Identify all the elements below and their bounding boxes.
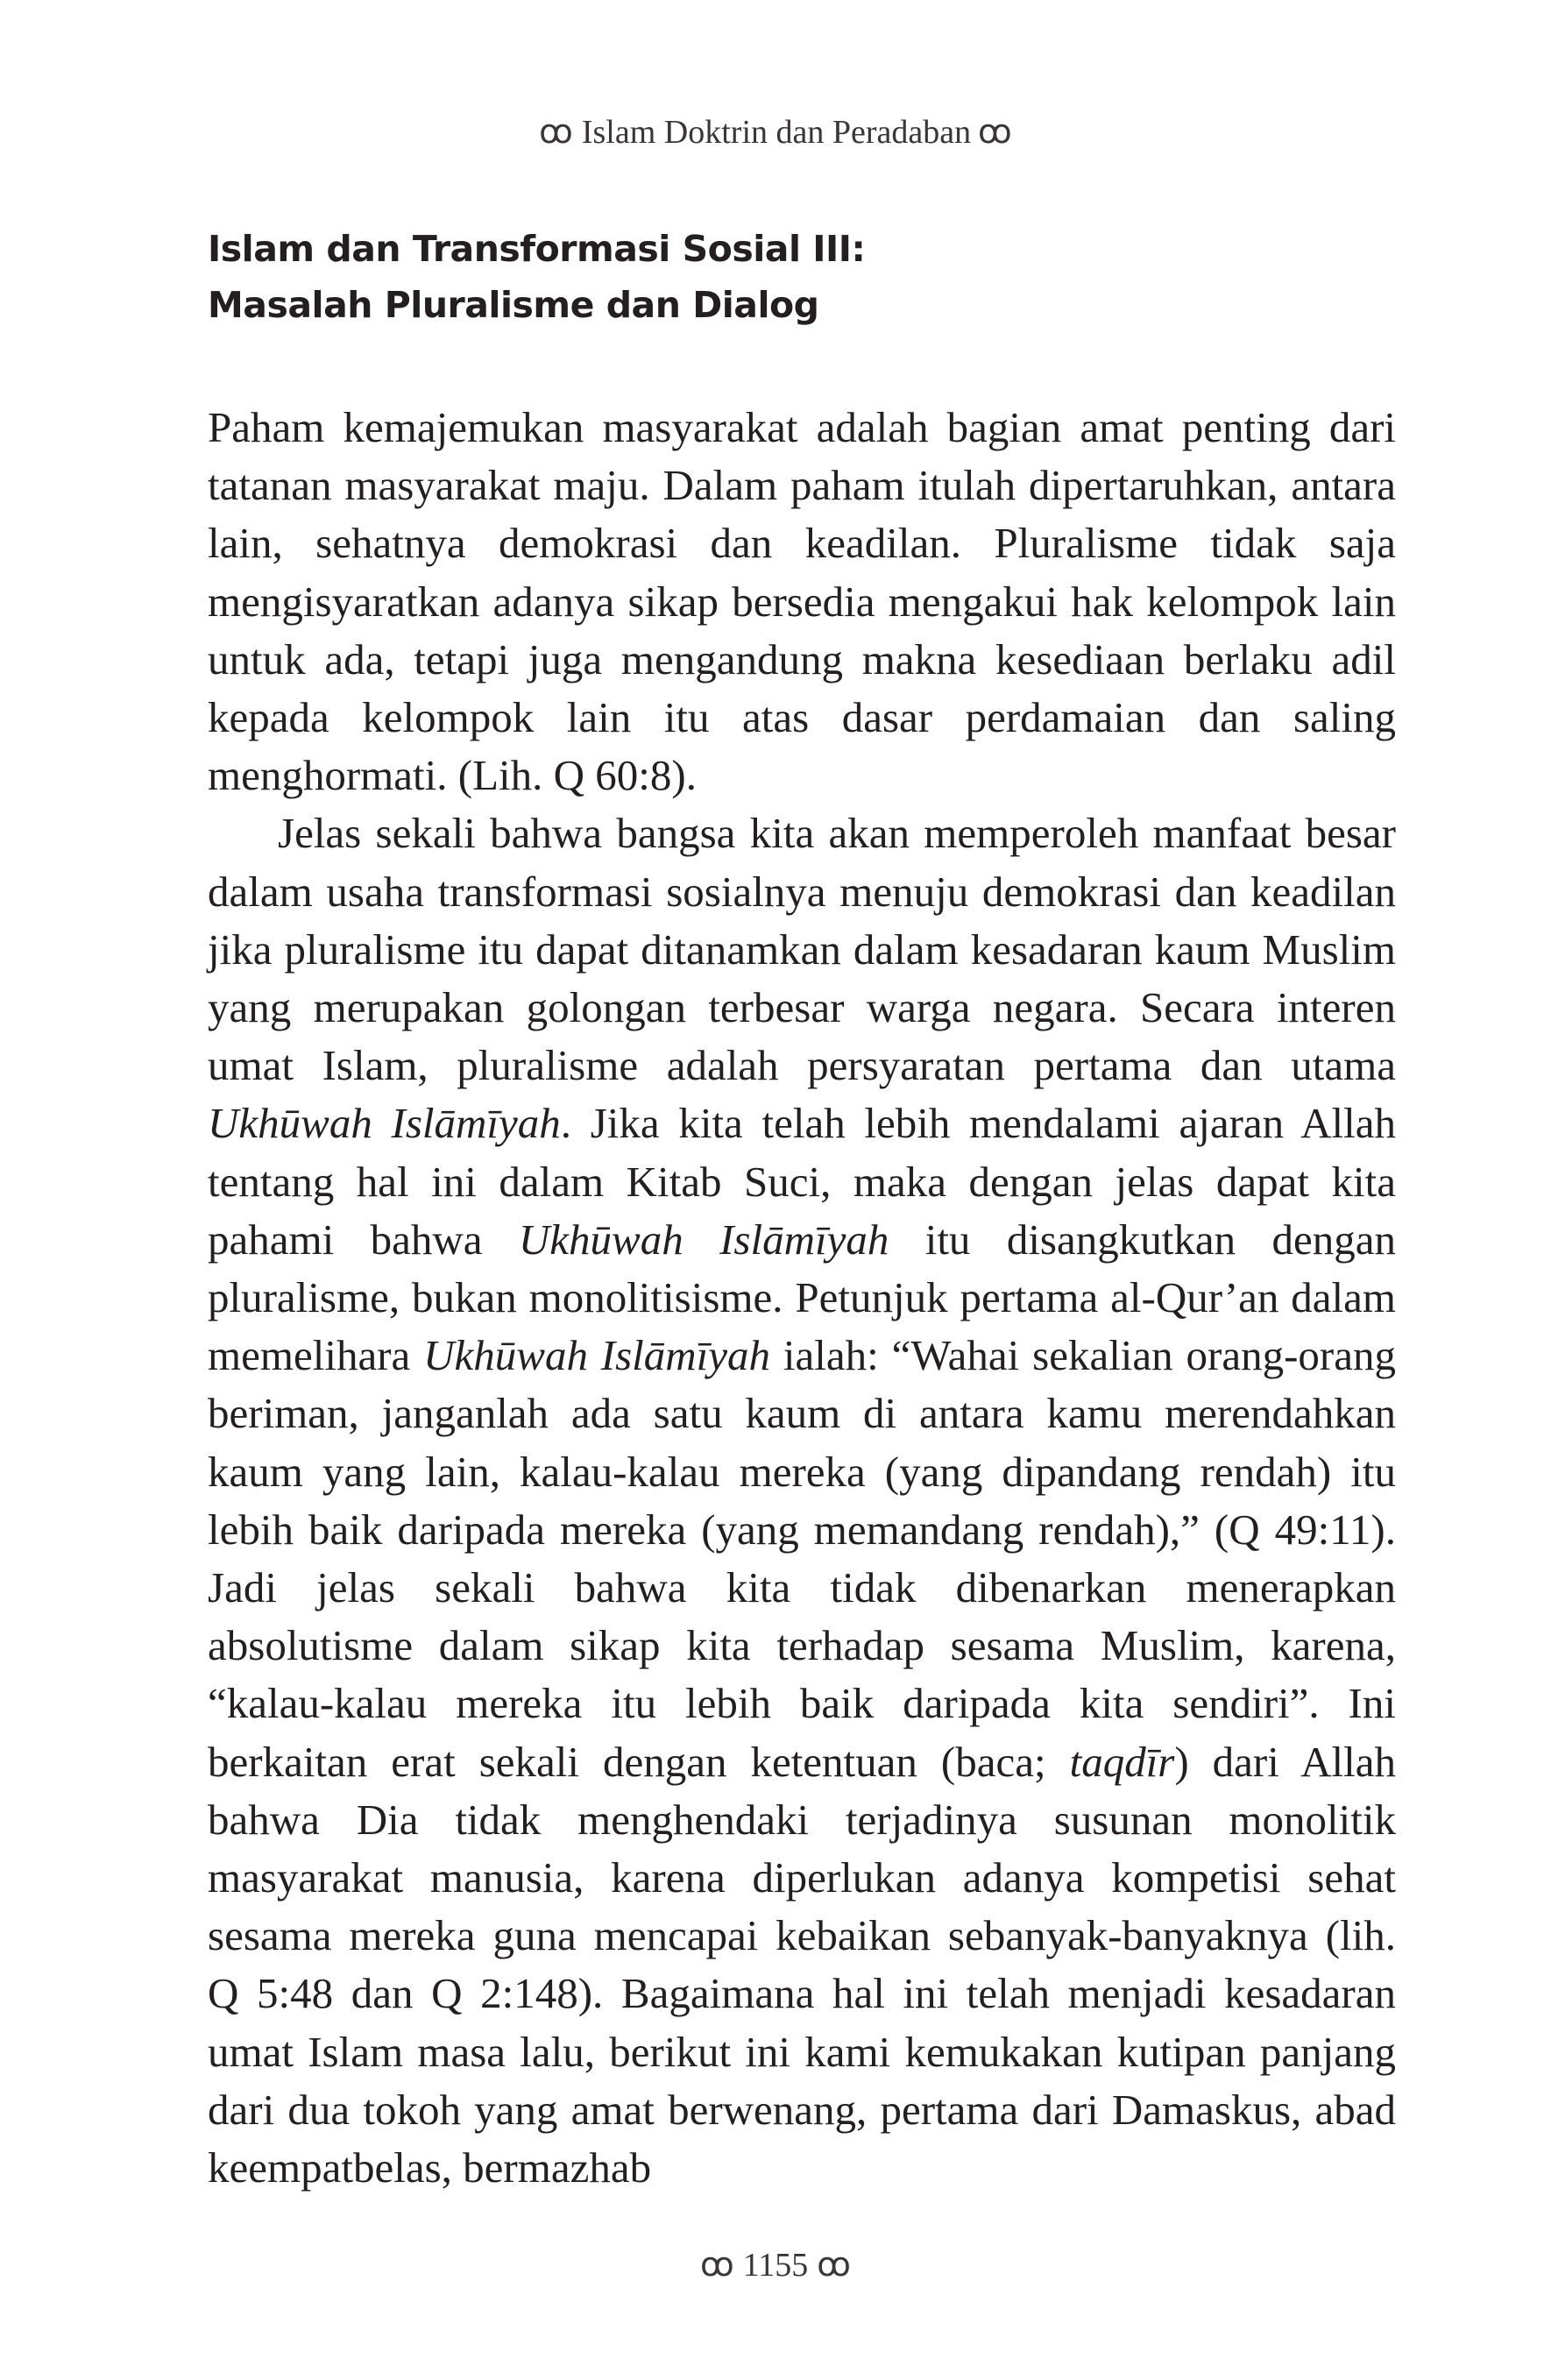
ornament-right-icon: ꝏ xyxy=(978,114,1012,151)
page-number: 1155 xyxy=(742,2247,809,2284)
p2-italic-term-2: Ukhūwah Islāmīyah xyxy=(518,1215,889,1264)
body-text xyxy=(208,399,1396,2197)
ornament-left-icon: ꝏ xyxy=(699,2247,734,2284)
p2-italic-term-1: Ukhūwah Islāmīyah xyxy=(208,1099,561,1148)
paragraph-2 xyxy=(208,804,1396,2197)
heading-line-2: Masalah Pluralisme dan Dialog xyxy=(208,284,819,326)
running-head-title: Islam Doktrin dan Peradaban xyxy=(581,114,972,151)
paragraph-1: Paham kemajemukan masyarakat adalah bagian amat penting dari tatanan masyarakat maju. Dalam paham itulah dipertaruhkan, antara lain, sehatnya demokrasi dan keadilan. Pluralisme tidak saja mengisyaratkan adanya sikap bersedia mengakui hak kelompok lain untuk ada, tetapi juga mengandung makna kesediaan berlaku adil kepada kelompok lain itu atas dasar perdamaian dan saling menghormati. (Lih. Q 60:8). xyxy=(208,403,1396,800)
p2-text-3: itu disangkutkan dengan pluralisme, bukan monolitisisme. Petunjuk pertama al-Qur’an dalam memelihara xyxy=(208,1215,1396,1380)
p2-italic-term-3: Ukhūwah Islāmīyah xyxy=(423,1331,771,1380)
p2-text-4: ialah: “Wahai sekalian orang-orang beriman, janganlah ada satu kaum di antara kamu merendahkan kaum yang lain, kalau-kalau mereka (yang dipandang rendah) itu lebih baik daripada mereka (yang memandang rendah),” (Q 49:11). Jadi jelas sekali bahwa kita tidak dibenarkan menerapkan absolutisme dalam sikap kita terhadap sesama Muslim, karena, “kalau-kalau mereka itu lebih baik daripada kita sendiri”. Ini berkaitan erat sekali dengan ketentuan (baca; xyxy=(208,1331,1396,1786)
p2-text-1: Jelas sekali bahwa bangsa kita akan memperoleh manfaat besar dalam usaha transformasi sosialnya menuju demokrasi dan keadilan jika pluralisme itu dapat ditanamkan dalam kesadaran kaum Muslim yang merupakan golongan terbesar warga negara. Secara interen umat Islam, pluralisme adalah persyaratan pertama dan utama xyxy=(208,809,1396,1090)
p2-text-5: ) dari Allah bahwa Dia tidak menghendaki terjadinya susunan monolitik masyarakat manusia, karena diperlukan adanya kompetisi sehat sesama mereka guna mencapai kebaikan sebanyak-banyaknya (lih. Q 5:48 dan Q 2:148). Bagaimana hal ini telah menjadi kesadaran umat Islam masa lalu, berikut ini kami kemukakan kutipan panjang dari dua tokoh yang amat berwenang, pertama dari Damaskus, abad keempatbelas, bermazhab xyxy=(208,1737,1396,2192)
heading-line-1: Islam dan Transformasi Sosial III: xyxy=(208,228,866,270)
page-footer xyxy=(0,2245,1551,2284)
ornament-right-icon: ꝏ xyxy=(817,2247,852,2284)
ornament-left-icon: ꝏ xyxy=(539,114,573,151)
running-head xyxy=(0,112,1551,152)
chapter-heading xyxy=(208,221,1399,333)
p2-text-2: . Jika kita telah lebih mendalami ajaran Allah tentang hal ini dalam Kitab Suci, maka dengan jelas dapat kita pahami bahwa xyxy=(208,1099,1396,1264)
p2-italic-term-4: taqdīr xyxy=(1069,1737,1175,1786)
